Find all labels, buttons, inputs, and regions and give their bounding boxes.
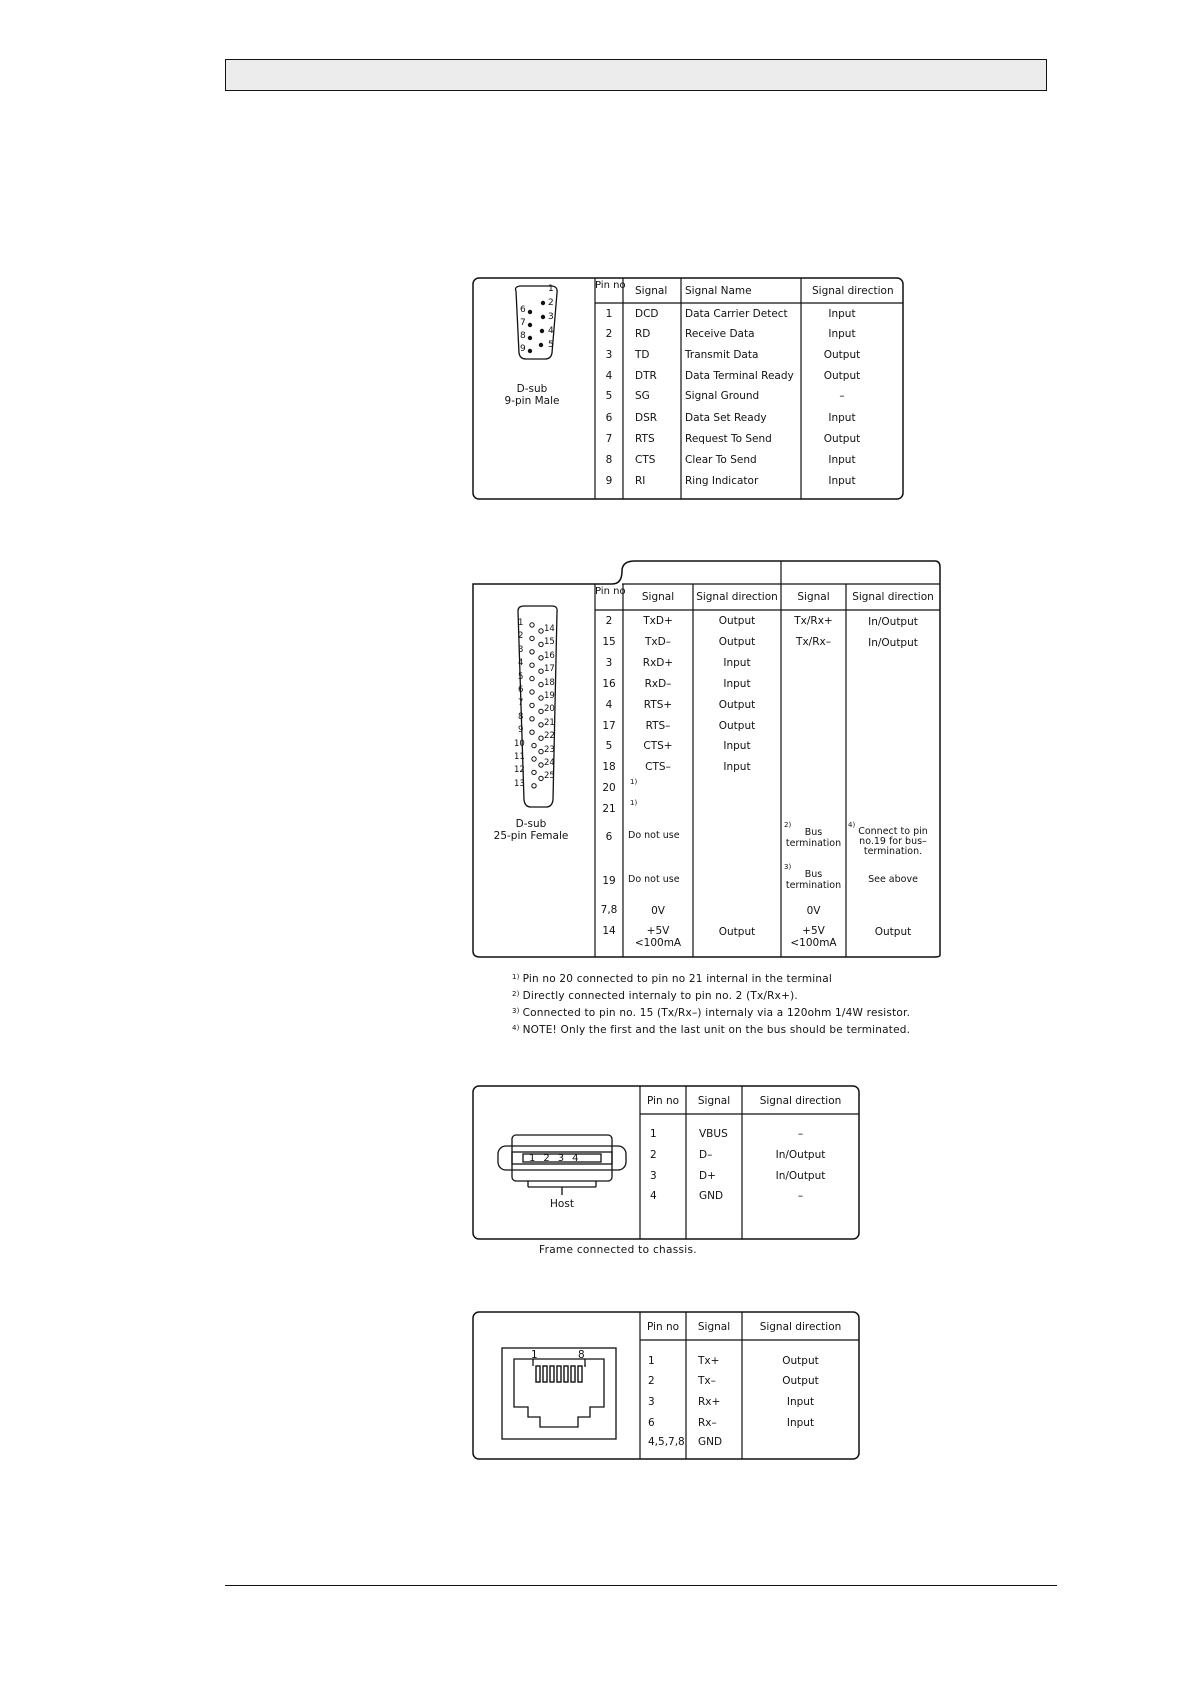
ethernet-pin-cell: 2: [648, 1375, 655, 1387]
rs422-note-marker: 1): [630, 778, 638, 786]
rs232-header-pin: Pin no: [595, 280, 626, 291]
usb-host-connector-icon: [498, 1135, 626, 1195]
ethernet-pin-cell: 3: [648, 1396, 655, 1408]
dsub25-pin-label: 13: [514, 778, 525, 789]
dsub25-pin-label: 25: [544, 771, 555, 782]
dsub25-pin-label: 1: [518, 618, 524, 628]
dsub25-pin-label: 11: [514, 752, 525, 762]
rs422-signal-19: Do not use: [628, 874, 680, 885]
rs232-pin-cell: 9: [605, 475, 613, 487]
rs232-signal-name-cell: Data Carrier Detect: [685, 308, 788, 320]
rs232-signal-name-cell: Data Set Ready: [685, 412, 767, 424]
rs422-connector-label: D-sub 25-pin Female: [493, 818, 569, 843]
dsub25-pin-dot: [530, 623, 534, 627]
ethernet-signal-cell: Rx–: [698, 1417, 717, 1429]
ethernet-signal-cell: Tx+: [698, 1355, 720, 1367]
rs422-pin-14: 14: [602, 925, 616, 937]
dsub25-pin-dot: [530, 676, 534, 680]
rs232-signal-name-cell: Signal Ground: [685, 390, 760, 402]
rs422-footnotes: [512, 971, 952, 1039]
dsub25-pin-dot: [530, 636, 534, 640]
rs422-signal-cell: CTS+: [643, 740, 673, 752]
rs422-pin-cell: 16: [602, 678, 616, 690]
rs232-signal-name-cell: Transmit Data: [685, 349, 759, 361]
rs232-header-signal-name: Signal Name: [685, 285, 752, 297]
rs422-pin-cell: 5: [605, 740, 613, 752]
usb-header-direction: Signal direction: [759, 1095, 842, 1107]
ethernet-pin-cell: 1: [648, 1355, 655, 1367]
rs422-pin-cell: 21: [602, 803, 616, 815]
rs232-connector-label: D-sub 9-pin Male: [504, 383, 560, 408]
rs422-header-direction: Signal direction: [696, 591, 778, 603]
rs422-signal-78: 0V: [651, 905, 665, 917]
usb-direction-cell: –: [797, 1128, 804, 1140]
dsub25-pin-dot: [530, 717, 534, 721]
rs422-signal-cell: RTS–: [645, 720, 671, 732]
rs422-signal-6: Do not use: [628, 830, 680, 841]
dsub25-pin-dot: [539, 682, 543, 686]
rs422-header-pin: Pin no: [595, 586, 626, 597]
rs422-signal-cell: RxD–: [644, 678, 672, 690]
dsub25-pin-label: 5: [518, 671, 524, 682]
rs232-pinout-figure: [472, 277, 904, 500]
dsub25-pin-label: 14: [544, 624, 555, 634]
dsub25-pin-dot: [532, 770, 536, 774]
rs422-signal-cell: RxD+: [642, 657, 674, 669]
rs232-signal-cell: RD: [635, 328, 651, 340]
ethernet-pin-cell: 6: [648, 1417, 655, 1429]
dsub25-pin-dot: [539, 629, 543, 633]
footnote-4: $^{4)}$ NOTE! Only the first and the last unit on the bus should be terminated.: [512, 1024, 911, 1036]
dsub25-pin-label: 18: [544, 677, 555, 688]
dsub9-pin-label: 6: [520, 305, 526, 315]
ethernet-direction-cell: Output: [782, 1375, 819, 1387]
ethernet-signal-cell: GND: [698, 1436, 723, 1448]
rs232-signal-cell: DCD: [635, 308, 659, 320]
ethernet-header-signal: Signal: [697, 1321, 731, 1333]
dsub25-pin-dot: [530, 703, 534, 707]
page-footer-rule: [225, 1585, 1057, 1586]
usb-direction-cell: In/Output: [775, 1170, 826, 1182]
dsub25-pin-dot: [539, 656, 543, 660]
rs485-header-signal: Signal: [797, 591, 830, 603]
usb-header-signal: Signal: [697, 1095, 731, 1107]
rs485-direction-14: Output: [874, 926, 912, 938]
dsub25-pin-label: 20: [544, 704, 555, 715]
rs232-signal-cell: SG: [635, 390, 650, 402]
ethernet-pin-cell: 4,5,7,8: [648, 1436, 685, 1448]
rs422-note-2: 2): [784, 821, 792, 829]
rj45-pin-label-1: 1: [531, 1349, 538, 1361]
ethernet-signal-cell: Tx–: [698, 1375, 716, 1387]
rs232-direction-cell: Input: [828, 454, 856, 466]
page-header-bar: [225, 59, 1047, 91]
dsub25-pin-dot: [539, 776, 543, 780]
rs422-direction-cell: Output: [718, 720, 756, 732]
rs422-pin-cell: 15: [602, 636, 616, 648]
dsub9-pin-label: 1: [548, 284, 554, 294]
rs232-direction-cell: Output: [823, 370, 861, 382]
rs422-direction-cell: Output: [718, 636, 756, 648]
rs422-pin-cell: 17: [602, 720, 616, 732]
rs422-note-4: 4): [848, 821, 856, 829]
rs232-signal-cell: DTR: [635, 370, 657, 382]
rs422-header-signal: Signal: [641, 591, 675, 603]
rs232-header-signal: Signal: [635, 285, 668, 297]
dsub25-pin-dot: [532, 757, 536, 761]
dsub25-pin-dot: [530, 730, 534, 734]
rs232-signal-name-cell: Ring Indicator: [685, 475, 759, 487]
rs232-signal-cell: TD: [635, 349, 650, 361]
rs485-signal-cell: Tx/Rx+: [794, 615, 833, 627]
rs422-signal-cell: RTS+: [643, 699, 673, 711]
dsub25-pin-label: 8: [518, 711, 524, 722]
rs485-signal-6: Bus termination: [785, 827, 842, 849]
ethernet-pinout-figure: [472, 1311, 860, 1460]
rs485-direction-19: See above: [868, 874, 918, 885]
rs422-pin-78: 7,8: [600, 904, 618, 916]
rs422-pin-cell: 3: [605, 657, 613, 669]
rs485-direction-cell: In/Output: [868, 637, 918, 649]
dsub9-pin-label: 5: [548, 340, 554, 350]
rs422-pin-cell: 2: [605, 615, 613, 627]
rs232-signal-name-cell: Clear To Send: [685, 454, 757, 466]
usb-header-pin: Pin no: [646, 1095, 680, 1107]
dsub9-pin-label: 2: [548, 298, 554, 308]
dsub25-pin-label: 3: [518, 644, 524, 655]
usb-signal-cell: GND: [699, 1190, 724, 1202]
dsub25-pin-label: 24: [544, 758, 555, 768]
rj45-pin-label-8: 8: [578, 1349, 585, 1361]
rs232-signal-cell: RTS: [635, 433, 655, 445]
rs232-pin-cell: 1: [605, 308, 613, 320]
rs232-signal-cell: DSR: [635, 412, 658, 424]
rs422-signal-cell: CTS–: [645, 761, 671, 773]
rs232-direction-cell: Output: [823, 433, 861, 445]
rs232-direction-cell: Input: [828, 328, 856, 340]
rs232-signal-cell: RI: [635, 475, 646, 487]
rs232-direction-cell: Input: [828, 412, 856, 424]
dsub9-pin-dot: [528, 336, 532, 340]
rs422-signal-cell: TxD+: [643, 615, 673, 627]
rs485-signal-14: +5V <100mA: [790, 925, 837, 949]
ethernet-direction-cell: Input: [786, 1417, 815, 1429]
dsub25-pin-label: 21: [544, 717, 555, 728]
ethernet-header-pin: Pin no: [646, 1321, 680, 1333]
dsub25-pin-label: 10: [514, 738, 525, 749]
footnote-1: $^{1)}$ Pin no 20 connected to pin no 21 internal in the terminal: [512, 973, 832, 985]
rs422-pin-cell: 20: [602, 782, 616, 794]
dsub25-pin-label: 9: [518, 725, 524, 736]
rs422-direction-cell: Input: [723, 657, 751, 669]
rs232-signal-cell: CTS: [635, 454, 656, 466]
dsub25-pin-label: 17: [544, 664, 555, 675]
rs422-direction-14: Output: [718, 926, 756, 938]
usb-pin-cell: 2: [650, 1149, 657, 1161]
dsub9-pin-label: 7: [520, 318, 526, 328]
usb-signal-cell: VBUS: [699, 1128, 728, 1140]
usb-direction-cell: –: [797, 1190, 804, 1202]
dsub9-pin-label: 3: [548, 312, 554, 322]
usb-signal-cell: D+: [699, 1170, 716, 1182]
usb-pin-cell: 1: [650, 1128, 657, 1140]
usb-direction-cell: In/Output: [775, 1149, 826, 1161]
usb-pin-cell: 4: [650, 1190, 657, 1202]
dsub25-pin-label: 4: [518, 658, 524, 669]
rs232-direction-cell: –: [839, 390, 845, 402]
rs485-signal-78: 0V: [806, 905, 821, 917]
dsub9-pin-label: 4: [548, 326, 554, 336]
ethernet-header-direction: Signal direction: [759, 1321, 842, 1333]
rj45-jack-icon: [502, 1348, 616, 1439]
footnote-2: $^{2)}$ Directly connected internaly to pin no. 2 (Tx/Rx+).: [512, 990, 798, 1002]
dsub25-pin-dot: [530, 650, 534, 654]
dsub25-pin-dot: [530, 663, 534, 667]
dsub25-pin-dot: [532, 784, 536, 788]
dsub25-pin-dot: [539, 763, 543, 767]
rs232-signal-name-cell: Data Terminal Ready: [685, 370, 794, 382]
rs232-pin-cell: 2: [605, 328, 613, 340]
rs422-note-marker: 1): [630, 799, 638, 807]
usb-pin-cell: 3: [650, 1170, 657, 1182]
dsub25-pin-dot: [539, 749, 543, 753]
rs422-signal-14: +5V <100mA: [634, 925, 682, 949]
rs485-header-direction: Signal direction: [852, 591, 934, 603]
rs232-pin-cell: 7: [605, 433, 613, 445]
dsub25-pin-label: 12: [514, 765, 525, 776]
usb-pin-labels: 1234: [529, 1153, 587, 1164]
dsub9-pins-right: [538, 301, 545, 360]
ethernet-signal-cell: Rx+: [698, 1396, 721, 1408]
usb-connector-label: Host: [550, 1198, 574, 1210]
rs232-direction-cell: Input: [828, 308, 856, 320]
rs485-direction-cell: In/Output: [868, 616, 918, 628]
dsub25-pin-dot: [539, 642, 543, 646]
rs422-pinout-figure: [472, 559, 942, 959]
rs422-direction-cell: Input: [723, 761, 751, 773]
rs422-direction-cell: Output: [718, 699, 756, 711]
rs422-direction-cell: Input: [723, 678, 751, 690]
rs422-signal-cell: TxD–: [645, 636, 671, 648]
rs422-direction-cell: Output: [718, 615, 756, 627]
rs485-direction-6: Connect to pin no.19 for bus– termination.: [858, 826, 928, 857]
dsub9-pin-dot: [528, 323, 532, 327]
rs232-signal-name-cell: Request To Send: [685, 433, 772, 445]
dsub25-pin-dot: [530, 690, 534, 694]
dsub9-pin-dot: [528, 310, 532, 314]
rs232-signal-name-cell: Receive Data: [685, 328, 755, 340]
dsub25-pin-label: 6: [518, 685, 524, 695]
rs422-pin-6: 6: [605, 831, 613, 843]
rs232-direction-cell: Output: [823, 349, 861, 361]
dsub25-pin-label: 19: [544, 691, 555, 701]
ethernet-direction-cell: Input: [786, 1396, 815, 1408]
dsub25-pin-dot: [532, 743, 536, 747]
dsub25-pin-label: 23: [544, 744, 555, 755]
dsub25-pin-dot: [539, 736, 543, 740]
dsub25-pin-label: 7: [518, 698, 524, 709]
dsub25-pin-dot: [539, 723, 543, 727]
rs422-pin-19: 19: [602, 875, 616, 887]
usb-signal-cell: D–: [699, 1149, 713, 1161]
rs232-direction-cell: Input: [828, 475, 856, 487]
rs422-pin-cell: 4: [605, 699, 613, 711]
rs422-pin-cell: 18: [602, 761, 616, 773]
usb-caption: Frame connected to chassis.: [539, 1244, 697, 1256]
usb-pinout-figure: [472, 1085, 860, 1240]
rs232-pin-cell: 5: [605, 390, 613, 402]
rs422-direction-cell: Input: [723, 740, 751, 752]
rs232-header-direction: Signal direction: [812, 285, 894, 297]
rs232-pin-cell: 8: [605, 454, 613, 466]
footnote-3: $^{3)}$ Connected to pin no. 15 (Tx/Rx–) internaly via a 120ohm 1/4W resistor.: [512, 1007, 911, 1019]
rs485-signal-19: Bus termination: [785, 869, 842, 891]
dsub25-pin-label: 16: [544, 650, 555, 661]
dsub9-pin-label: 8: [520, 331, 526, 341]
rs422-note-3: 3): [784, 863, 792, 871]
dsub25-pin-dot: [539, 709, 543, 713]
rs232-pin-cell: 6: [605, 412, 613, 424]
dsub25-pin-dot: [539, 669, 543, 673]
dsub25-pin-label: 15: [544, 637, 555, 648]
dsub9-pin-dot: [528, 349, 532, 353]
dsub25-pin-label: 22: [544, 731, 555, 742]
dsub9-pin-label: 9: [520, 344, 526, 354]
rs232-pin-cell: 4: [605, 370, 613, 382]
dsub25-pin-dot: [539, 696, 543, 700]
rs485-signal-cell: Tx/Rx–: [796, 636, 831, 648]
rs232-pin-cell: 3: [605, 349, 613, 361]
dsub25-pin-label: 2: [518, 631, 524, 642]
ethernet-direction-cell: Output: [782, 1355, 819, 1367]
